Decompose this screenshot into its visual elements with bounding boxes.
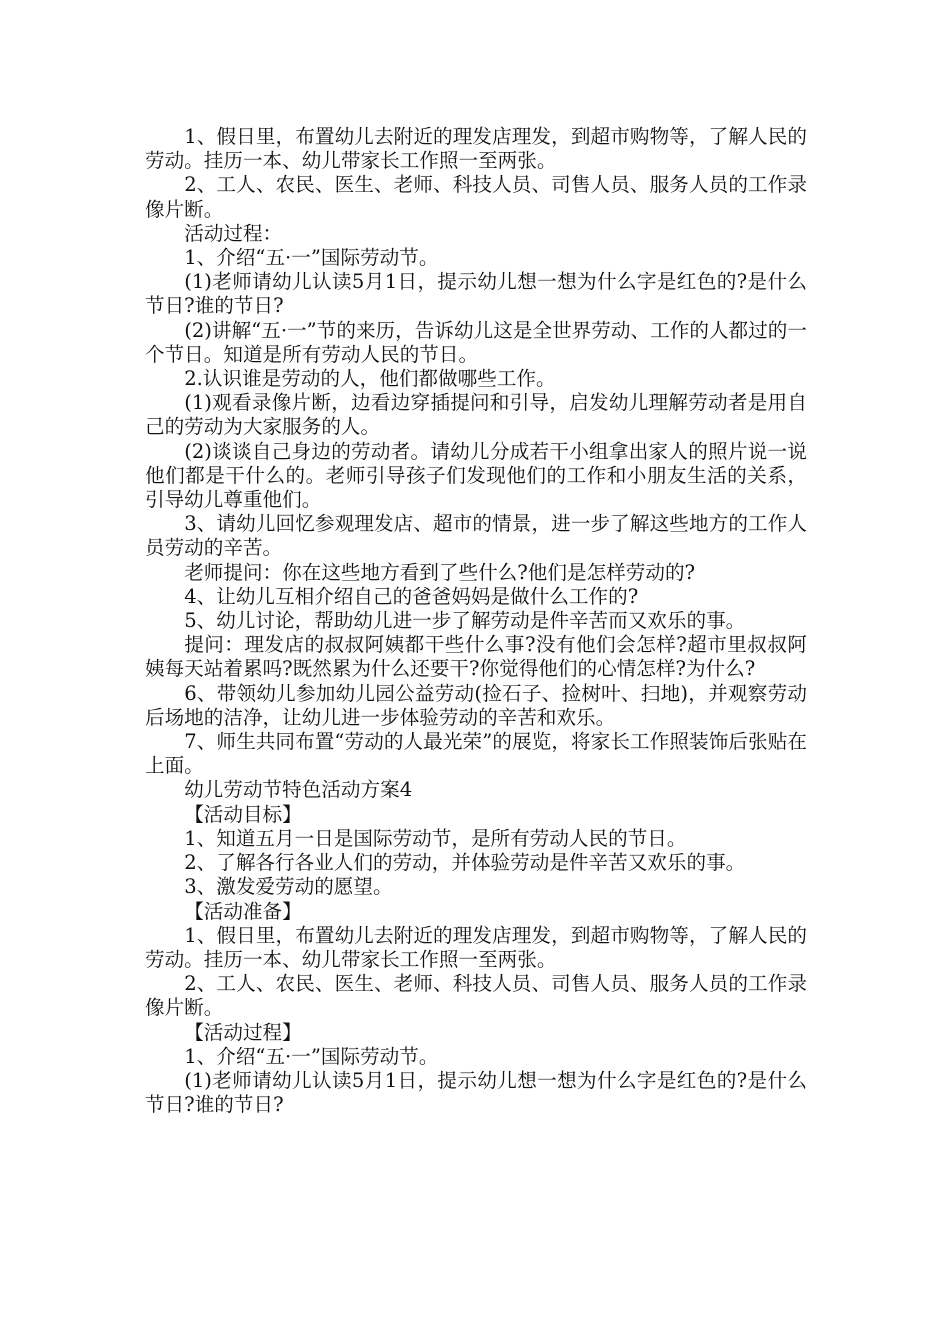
paragraph: 1、假日里，布置幼儿去附近的理发店理发，到超市购物等，了解人民的劳动。挂历一本、幼儿带家长工作照一至两张。: [145, 125, 807, 173]
document-page: [145, 125, 807, 1117]
paragraph: 7、师生共同布置“劳动的人最光荣”的展览，将家长工作照装饰后张贴在上面。: [145, 730, 807, 778]
paragraph: 2、工人、农民、医生、老师、科技人员、司售人员、服务人员的工作录像片断。: [145, 972, 807, 1020]
paragraph: 3、请幼儿回忆参观理发店、超市的情景，进一步了解这些地方的工作人员劳动的辛苦。: [145, 512, 807, 560]
paragraph: 5、幼儿讨论，帮助幼儿进一步了解劳动是件辛苦而又欢乐的事。: [184, 609, 746, 633]
paragraph: 提问：理发店的叔叔阿姨都干些什么事?没有他们会怎样?超市里叔叔阿姨每天站着累吗?既然累为什么还要干?你觉得他们的心情怎样?为什么?: [145, 633, 807, 681]
paragraph: 4、让幼儿互相介绍自己的爸爸妈妈是做什么工作的?: [184, 584, 639, 608]
paragraph: 老师提问：你在这些地方看到了些什么?他们是怎样劳动的?: [184, 560, 696, 584]
section-heading: 【活动目标】: [184, 802, 302, 826]
paragraph: 2、工人、农民、医生、老师、科技人员、司售人员、服务人员的工作录像片断。: [145, 173, 807, 221]
paragraph: (2)谈谈自己身边的劳动者。请幼儿分成若干小组拿出家人的照片说一说他们都是干什么的。老师引导孩子们发现他们的工作和小朋友生活的关系，引导幼儿尊重他们。: [145, 439, 807, 512]
paragraph: 2、了解各行各业人们的劳动，并体验劳动是件辛苦又欢乐的事。: [184, 851, 746, 875]
paragraph: (1)观看录像片断，边看边穿插提问和引导，启发幼儿理解劳动者是用自己的劳动为大家服务的人。: [145, 391, 807, 439]
paragraph: 1、假日里，布置幼儿去附近的理发店理发，到超市购物等，了解人民的劳动。挂历一本、幼儿带家长工作照一至两张。: [145, 923, 807, 971]
paragraph: 1、知道五月一日是国际劳动节，是所有劳动人民的节日。: [184, 826, 687, 850]
paragraph: 1、介绍“五·一”国际劳动节。: [184, 246, 439, 270]
paragraph: 3、激发爱劳动的愿望。: [184, 875, 393, 899]
paragraph: 1、介绍“五·一”国际劳动节。: [184, 1044, 439, 1068]
paragraph: (1)老师请幼儿认读5月1日，提示幼儿想一想为什么字是红色的?是什么节日?谁的节日?: [145, 270, 807, 318]
paragraph: (1)老师请幼儿认读5月1日，提示幼儿想一想为什么字是红色的?是什么节日?谁的节日?: [145, 1068, 807, 1117]
section-heading: 活动过程：: [184, 221, 283, 245]
paragraph: (2)讲解“五·一”节的来历，告诉幼儿这是全世界劳动、工作的人都过的一个节日。知道是所有劳动人民的节日。: [145, 318, 807, 366]
paragraph: 6、带领幼儿参加幼儿园公益劳动(捡石子、捡树叶、扫地)，并观察劳动后场地的洁净，让幼儿进一步体验劳动的辛苦和欢乐。: [145, 681, 807, 729]
document-title: 幼儿劳动节特色活动方案4: [184, 778, 413, 802]
paragraph: 2.认识谁是劳动的人，他们都做哪些工作。: [184, 367, 556, 391]
section-heading: 【活动准备】: [184, 899, 302, 923]
section-heading: 【活动过程】: [184, 1020, 302, 1044]
